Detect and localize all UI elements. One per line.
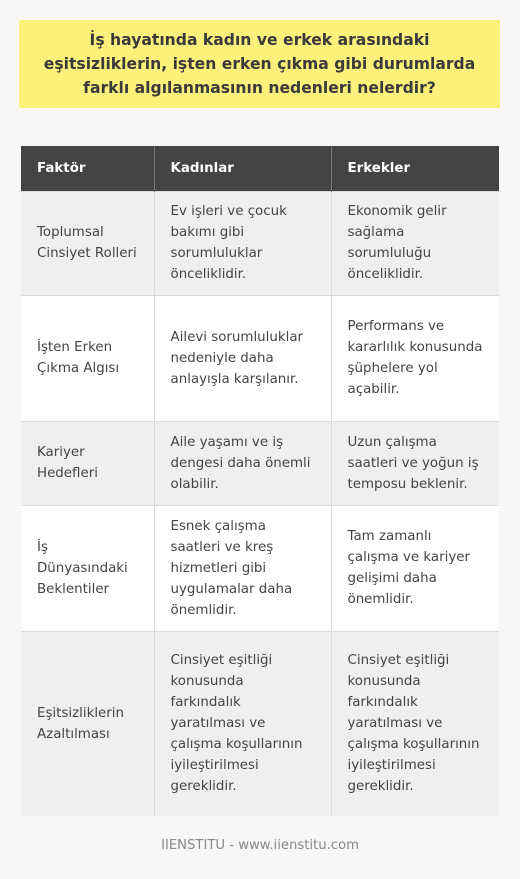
men-cell: Performans ve kararlılık konusunda şüphelere yol açabilir. [331,295,499,421]
factor-cell: İş Dünyasındaki Beklentiler [21,505,154,631]
men-cell: Ekonomik gelir sağlama sorumluluğu önceliklidir. [331,191,499,295]
men-cell: Uzun çalışma saatleri ve yoğun iş temposu beklenir. [331,421,499,505]
factor-cell: Toplumsal Cinsiyet Rolleri [21,191,154,295]
footer-credit: IIENSTITU - www.iienstitu.com [161,838,359,853]
women-cell: Esnek çalışma saatleri ve kreş hizmetleri gibi uygulamalar daha önemlidir. [154,505,331,631]
women-cell: Ailevi sorumluluklar nedeniyle daha anlayışla karşılanır. [154,295,331,421]
comparison-table [21,146,499,816]
title-banner [19,20,500,108]
column-header-men: Erkekler [331,146,499,191]
men-cell: Cinsiyet eşitliği konusunda farkındalık yaratılması ve çalışma koşullarının iyileştirilmesi gereklidir. [331,631,499,816]
factor-cell: Eşitsizliklerin Azaltılması [21,631,154,816]
women-cell: Ev işleri ve çocuk bakımı gibi sorumluluklar önceliklidir. [154,191,331,295]
factor-cell: İşten Erken Çıkma Algısı [21,295,154,421]
women-cell: Cinsiyet eşitliği konusunda farkındalık yaratılması ve çalışma koşullarının iyileştirilmesi gereklidir. [154,631,331,816]
women-cell: Aile yaşamı ve iş dengesi daha önemli olabilir. [154,421,331,505]
table-row [21,631,499,816]
table-row [21,191,499,295]
page-title: İş hayatında kadın ve erkek arasındaki eşitsizliklerin, işten erken çıkma gibi durumlarda farklı algılanmasının nedenleri nelerdir? [43,31,476,97]
factor-cell: Kariyer Hedefleri [21,421,154,505]
table-row [21,421,499,505]
men-cell: Tam zamanlı çalışma ve kariyer gelişimi daha önemlidir. [331,505,499,631]
table-row [21,295,499,421]
table-row [21,505,499,631]
table-header-row [21,146,499,191]
column-header-factor: Faktör [21,146,154,191]
column-header-women: Kadınlar [154,146,331,191]
